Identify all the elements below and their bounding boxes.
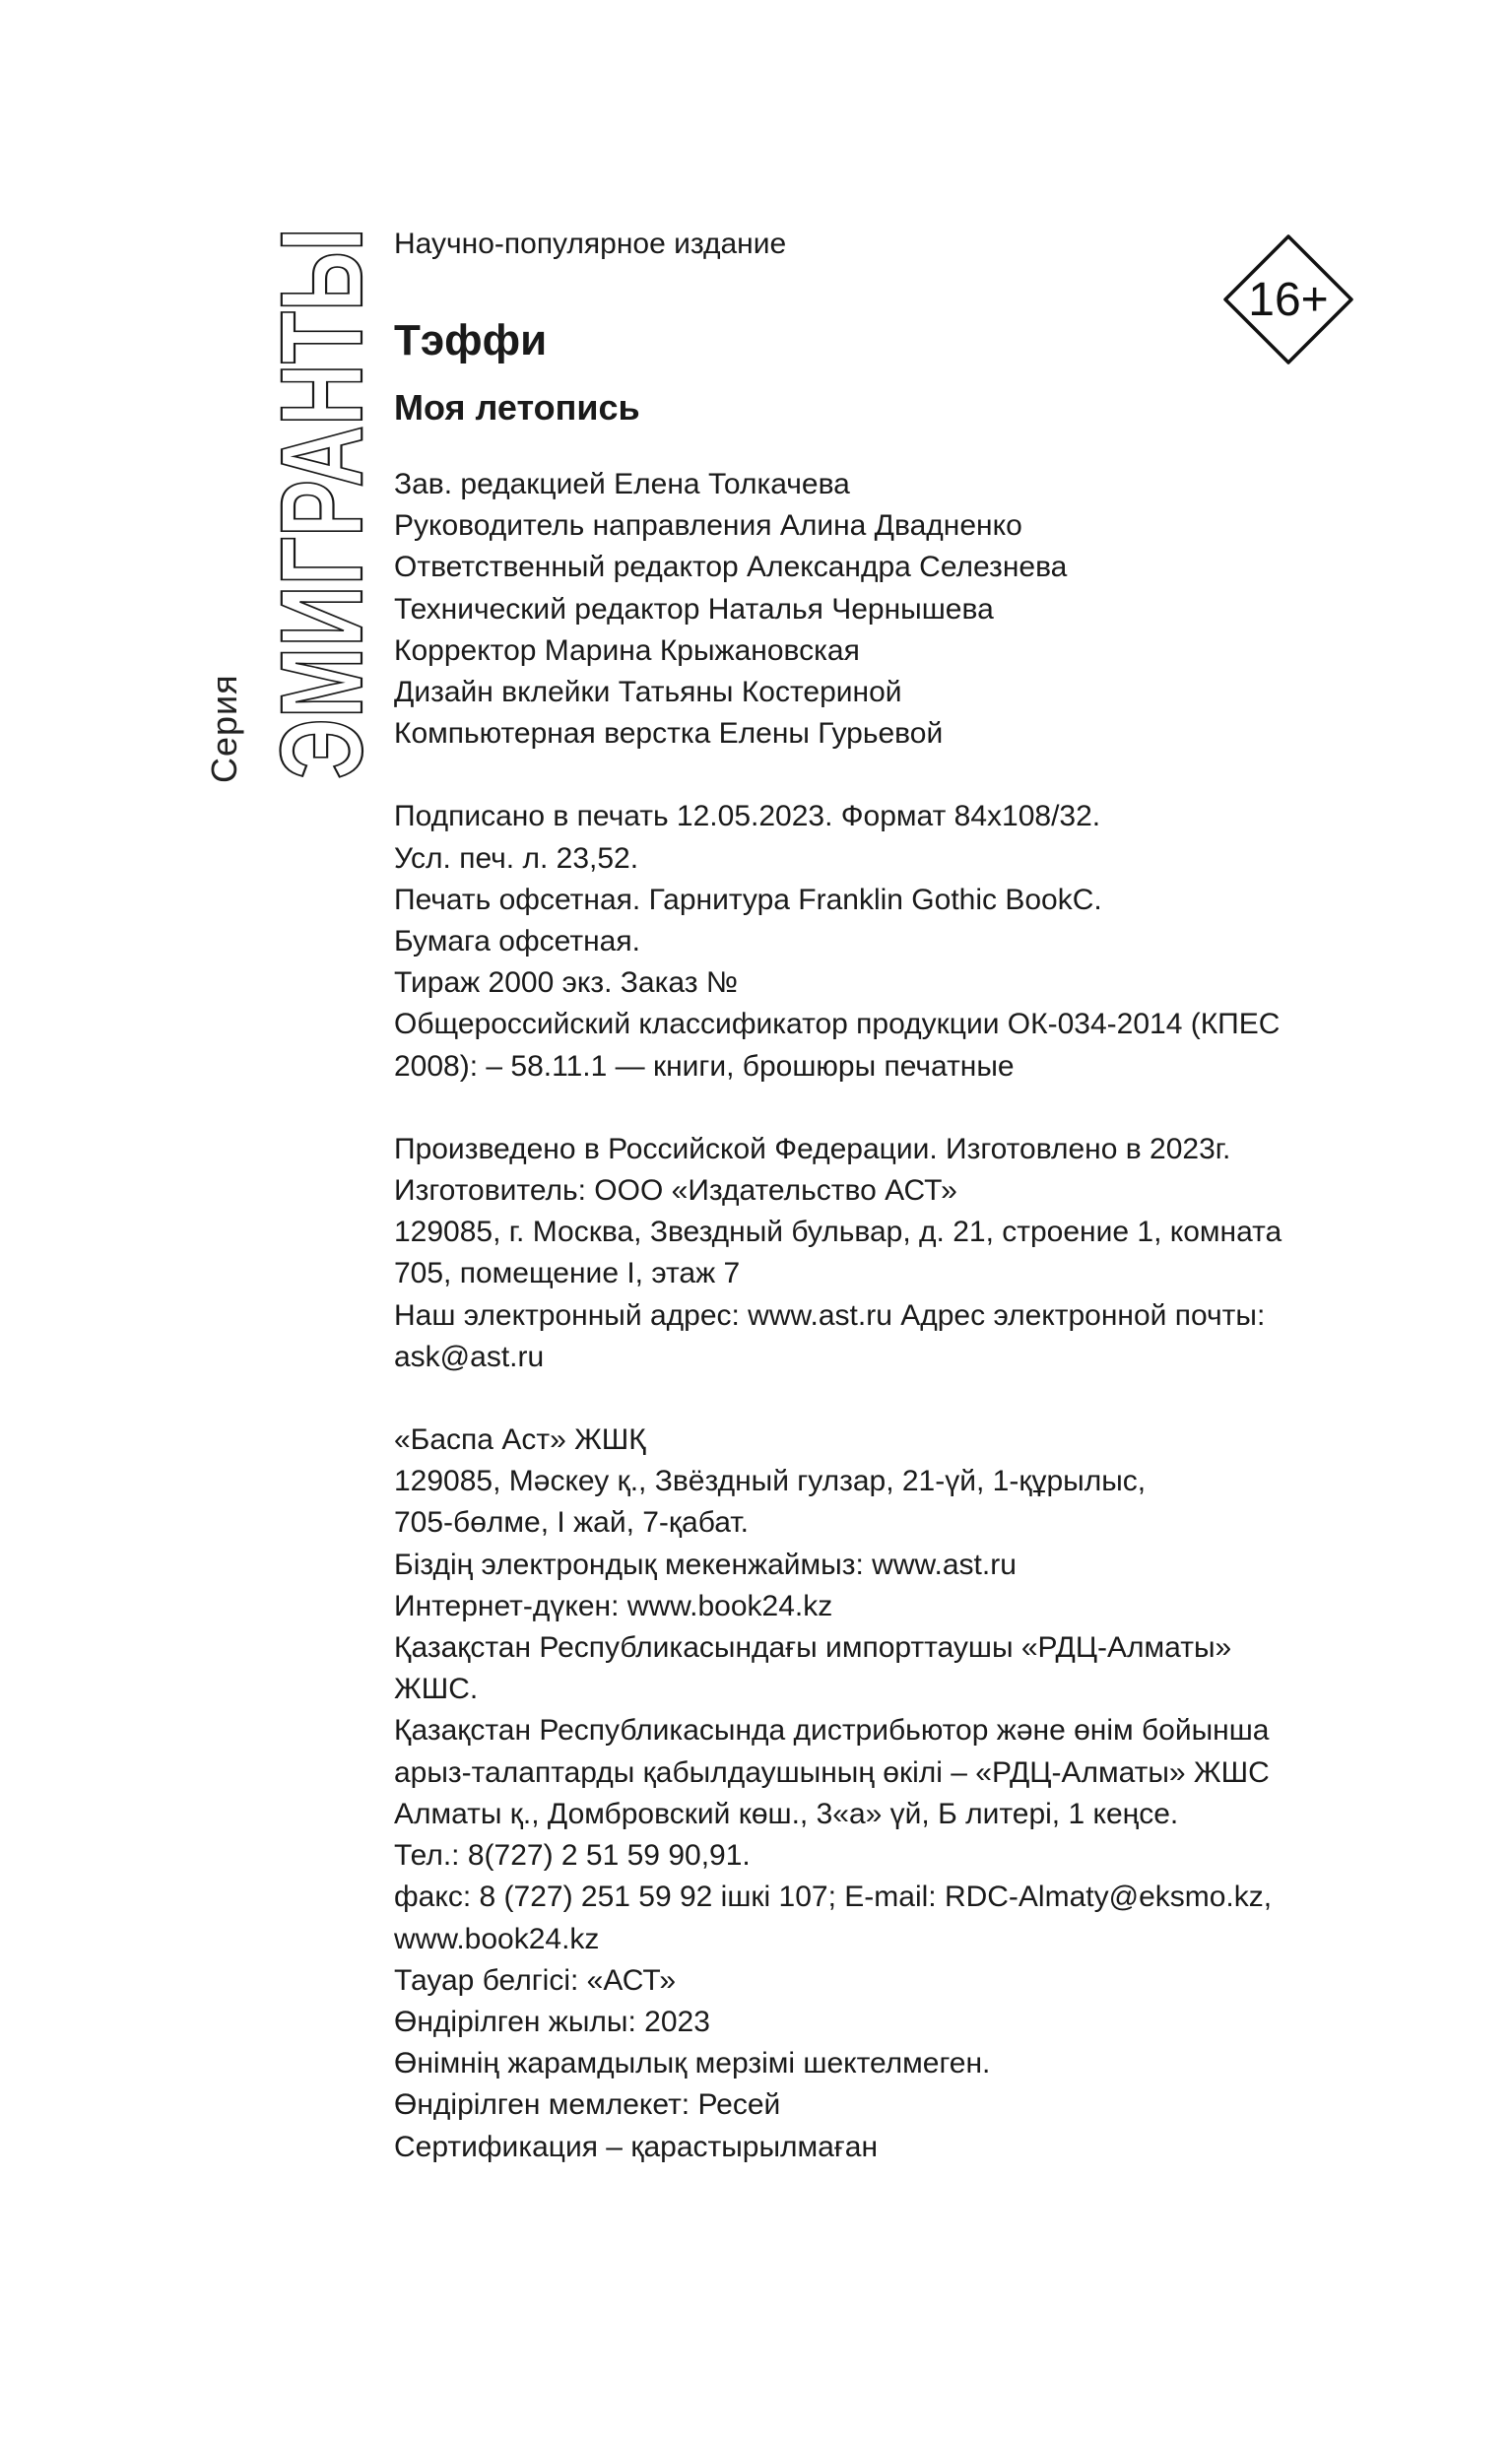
manufacturer-line: ask@ast.ru — [394, 1340, 545, 1373]
kazakh-line: Біздің электрондық мекенжаймыз: www.ast.ru — [394, 1548, 1017, 1581]
kazakh-line: 705-бөлме, I жай, 7-қабат. — [394, 1506, 749, 1540]
kazakh-line: Тел.: 8(727) 2 51 59 90,91. — [394, 1839, 751, 1873]
print-info-line: Тираж 2000 экз. Заказ № — [394, 966, 739, 1000]
manufacturer-line: 705, помещение I, этаж 7 — [394, 1257, 741, 1290]
imprint-content — [394, 225, 1379, 2168]
print-info-line: Усл. печ. л. 23,52. — [394, 841, 639, 875]
print-info-line: 2008): – 58.11.1 — книги, брошюры печатные — [394, 1049, 1015, 1083]
series-name-logo — [257, 30, 387, 783]
staff-line: Зав. редакцией Елена Толкачева — [394, 468, 850, 500]
kazakh-info — [394, 1420, 1379, 2168]
staff-line: Руководитель направления Алина Двадненко — [394, 509, 1022, 543]
kazakh-line: Өндірілген жылы: 2023 — [394, 2005, 710, 2038]
age-rating-text: 16+ — [1248, 273, 1329, 326]
kazakh-line: Өнімнің жарамдылық мерзімі шектелмеген. — [394, 2047, 991, 2080]
series-block — [192, 30, 387, 783]
kazakh-line: Алматы қ., Домбровский көш., 3«а» үй, Б литері, 1 кеңсе. — [394, 1797, 1179, 1830]
kazakh-line: Өндірілген мемлекет: Ресей — [394, 2088, 781, 2122]
kazakh-line: факс: 8 (727) 251 59 92 ішкі 107; E-mail: RDC-Almaty@eksmo.kz, — [394, 1881, 1273, 1914]
manufacturer-line: Наш электронный адрес: www.ast.ru Адрес электронной почты: — [394, 1298, 1266, 1332]
series-label: Серия — [204, 674, 244, 783]
manufacturer-line: Произведено в Российской Федерации. Изготовлено в 2023г. — [394, 1132, 1231, 1165]
staff-list — [394, 464, 1379, 755]
kazakh-line: ЖШС. — [394, 1673, 479, 1706]
kazakh-line: Қазақстан Республикасындағы импорттаушы «РДЦ-Алматы» — [394, 1631, 1232, 1665]
manufacturer-line: Изготовитель: ООО «Издательство АСТ» — [394, 1174, 957, 1208]
kazakh-line: «Баспа Аст» ЖШҚ — [394, 1423, 646, 1457]
print-info-line: Подписано в печать 12.05.2023. Формат 84х108/32. — [394, 800, 1101, 833]
kazakh-line: арыз-талаптарды қабылдаушының өкілі – «РДЦ-Алматы» ЖШС — [394, 1755, 1270, 1789]
print-info-line: Общероссийский классификатор продукции ОК-034-2014 (КПЕС — [394, 1008, 1281, 1041]
staff-line: Корректор Марина Крыжановская — [394, 633, 860, 667]
staff-line: Технический редактор Наталья Чернышева — [394, 592, 994, 626]
staff-line: Ответственный редактор Александра Селезнева — [394, 551, 1068, 584]
print-info — [394, 796, 1379, 1087]
staff-line: Компьютерная верстка Елены Гурьевой — [394, 717, 944, 751]
kazakh-line: 129085, Мәскеу қ., Звёздный гулзар, 21-үй, 1-құрылыс, — [394, 1465, 1147, 1498]
series-name-text: ЭМИГРАНТЫ — [257, 30, 387, 779]
print-info-line: Печать офсетная. Гарнитура Franklin Gothic BookC. — [394, 883, 1102, 916]
manufacturer-info — [394, 1129, 1379, 1378]
kazakh-line: Сертификация – қарастырылмаған — [394, 2130, 879, 2163]
kazakh-line: Интернет-дүкен: www.book24.kz — [394, 1589, 833, 1622]
kazakh-line: www.book24.kz — [394, 1922, 600, 1955]
staff-line: Дизайн вклейки Татьяны Костериной — [394, 676, 902, 709]
manufacturer-line: 129085, г. Москва, Звездный бульвар, д. 21, строение 1, комната — [394, 1216, 1282, 1249]
kazakh-line: Тауар белгісі: «АСТ» — [394, 1963, 677, 1997]
edition-kind: Научно-популярное издание — [394, 228, 787, 260]
print-info-line: Бумага офсетная. — [394, 925, 640, 958]
kazakh-line: Қазақстан Республикасында дистрибьютор және өнім бойынша — [394, 1714, 1270, 1748]
book-title: Моя летопись — [394, 387, 640, 428]
book-author: Тэффи — [394, 316, 548, 364]
